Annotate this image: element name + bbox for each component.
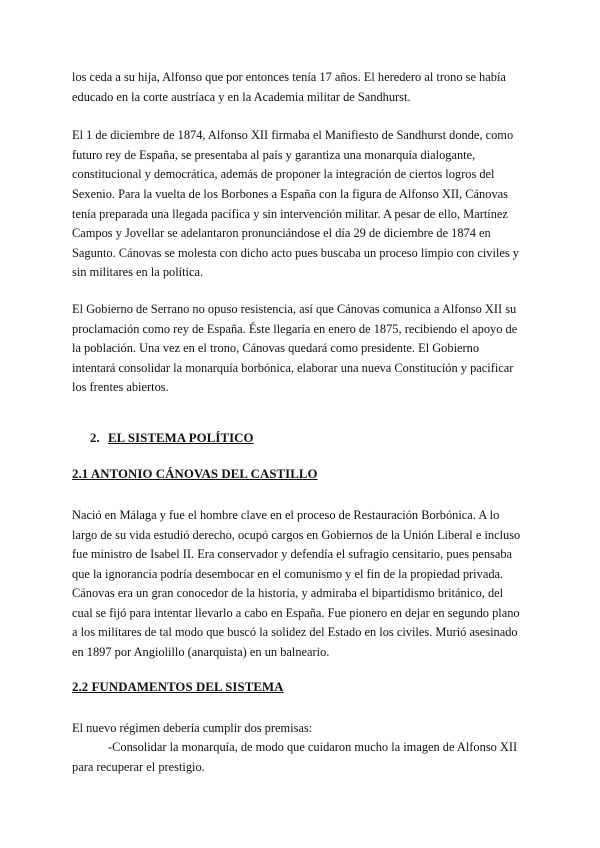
paragraph-canovas-biography: Nació en Málaga y fue el hombre clave en el proceso de Restauración Borbónica. A lo largo de su vida estudió derecho, ocupó cargos en Gobiernos de la Unión Liberal e incluso fue ministro de Isabel II. Era conservador y defendía el sufragio censitario, pues pensaba que la ignorancia podría desembocar en el comunismo y el fin de la propiedad privada. Cánovas era un gran conocedor de la historia, y admiraba el bipartidismo británico, del cual se fijó para intentar llevarlo a cabo en España. Fue pionero en dejar en segundo plano a los militares de tal modo que buscó la solidez del Estado en los civiles. Murió asesinado en 1897 por Angiolillo (anarquista) en un balneario. (72, 507, 521, 660)
paragraph-premises-intro: El nuevo régimen debería cumplir dos premisas: (72, 720, 313, 735)
subheading-fundamentos: 2.2 FUNDAMENTOS DEL SISTEMA (72, 679, 284, 694)
spacer (72, 697, 524, 719)
spacer (72, 484, 524, 506)
spacer (72, 663, 524, 677)
subheading-canovas: 2.1 ANTONIO CÁNOVAS DEL CASTILLO (72, 466, 318, 481)
spacer (72, 107, 524, 126)
premise-monarchy-text: -Consolidar la monarquía, de modo que cuidaron mucho la imagen de Alfonso XII para recuperar el prestigio. (72, 740, 518, 774)
spacer (72, 283, 524, 300)
paragraph-sandhurst-manifesto: El 1 de diciembre de 1874, Alfonso XII firmaba el Manifiesto de Sandhurst donde, como futuro rey de España, se presentaba al país y garantiza una monarquía dialogante, constitucional y democrática, además de proponer la integración de ciertos logros del Sexenio. Para la vuelta de los Borbones a España con la figura de Alfonso XII, Cánovas tenía preparada una llegada pacífica y sin intervención militar. A pesar de ello, Martínez Campos y Jovellar se adelantaron pronunciándose el día 29 de diciembre de 1874 en Sagunto. Cánovas se molesta con dicho acto pues buscaba un proceso limpio con civiles y sin militares en la política. (72, 128, 519, 280)
section-title: EL SISTEMA POLÍTICO (108, 430, 254, 445)
page-content (72, 68, 524, 777)
paragraph-premise-monarchy (72, 738, 524, 777)
paragraph-proclamation: El Gobierno de Serrano no opuso resistencia, así que Cánovas comunica a Alfonso XII su proclamación como rey de España. Éste llegaría en enero de 1875, recibiendo el apoyo de la población. Una vez en el trono, Cánovas quedará como presidente. El Gobierno intentará consolidar la monarquía borbónica, elaborar una nueva Constitución y pacificar los frentes abiertos. (72, 301, 518, 395)
section-heading-political-system (72, 428, 524, 448)
paragraph-heir-education: los ceda a su hija, Alfonso que por entonces tenía 17 años. El heredero al trono se había educado en la corte austríaca y en la Academia militar de Sandhurst. (72, 70, 506, 104)
spacer (72, 448, 524, 464)
spacer (72, 398, 524, 428)
section-number: 2. (90, 430, 100, 445)
